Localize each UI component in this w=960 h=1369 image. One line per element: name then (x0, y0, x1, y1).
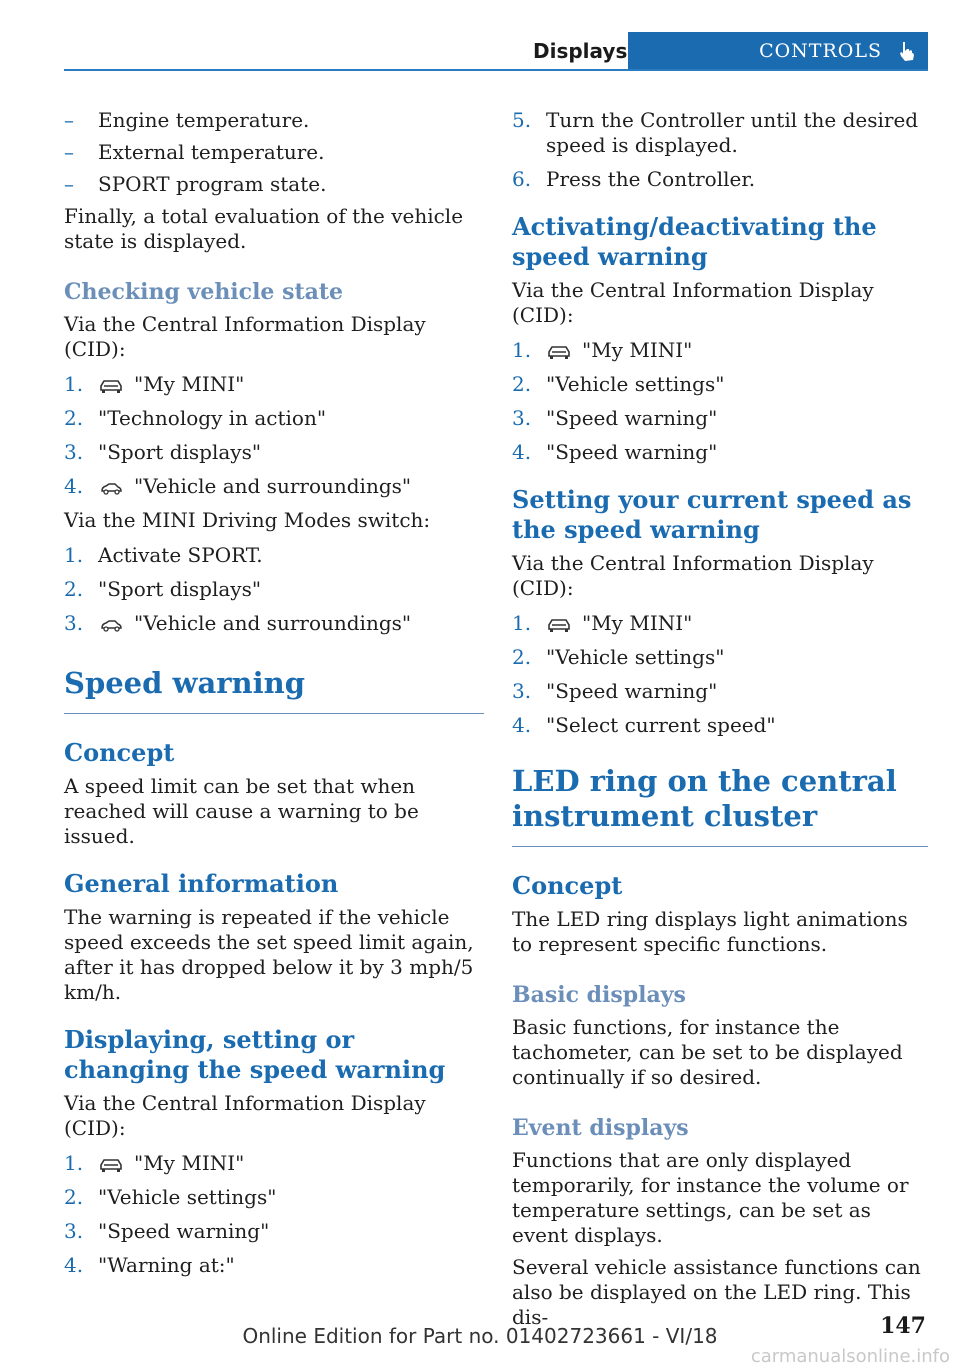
step-text: "Vehicle settings" (546, 645, 725, 669)
heading: Concept (64, 738, 175, 767)
list-item (64, 543, 484, 568)
step-number: 1. (64, 372, 84, 396)
header-chapter-tab (628, 32, 928, 70)
step-text: "Speed warning" (546, 440, 718, 464)
paragraph: Via the Central Information Display (CID): (512, 551, 874, 600)
step-text: "Vehicle and surroundings" (134, 611, 412, 635)
car-surroundings-icon (98, 480, 124, 496)
step-number: 6. (512, 167, 532, 191)
list-item (64, 372, 484, 397)
car-icon (546, 617, 572, 633)
subheading: Basic displays (512, 982, 686, 1008)
header-rule (64, 69, 928, 71)
page-number: 147 (880, 1313, 926, 1339)
paragraph: The LED ring displays light animations to represent specific functions. (512, 907, 908, 956)
list-item (512, 713, 928, 738)
list-item (512, 440, 928, 465)
heading: Displaying, setting or changing the speed warning (64, 1025, 446, 1084)
paragraph: The warning is repeated if the vehicle speed exceeds the set speed limit again, after it has dropped below it by 3 mph/5 km/h. (64, 905, 474, 1004)
paragraph: Basic functions, for instance the tachometer, can be set to be displayed continually if so desired. (512, 1015, 903, 1089)
paragraph: Via the Central Information Display (CID): (512, 278, 874, 327)
step-number: 1. (512, 611, 532, 635)
list-item (64, 108, 484, 133)
step-text: "My MINI" (582, 338, 693, 362)
step-text: "My MINI" (134, 1151, 245, 1175)
bullet-marker: – (64, 108, 74, 132)
section-title: LED ring on the central instrument cluster (512, 764, 897, 833)
bullet-text: Engine temperature. (98, 108, 310, 132)
step-number: 1. (64, 543, 84, 567)
step-number: 1. (64, 1151, 84, 1175)
step-text: "Vehicle settings" (546, 372, 725, 396)
list-item (64, 611, 484, 636)
paragraph: A speed limit can be set that when reached will cause a warning to be issued. (64, 774, 419, 848)
subheading: Event displays (512, 1115, 689, 1141)
step-number: 3. (512, 406, 532, 430)
car-surroundings-icon (98, 617, 124, 633)
paragraph: Via the Central Information Display (CID): (64, 1091, 426, 1140)
list-item (512, 372, 928, 397)
bullet-text: External temperature. (98, 140, 325, 164)
list-item (64, 474, 484, 499)
list-item (64, 172, 484, 197)
list-item (64, 140, 484, 165)
step-number: 2. (512, 372, 532, 396)
step-number: 3. (64, 1219, 84, 1243)
watermark: carmanualsonline.info (750, 1346, 950, 1367)
step-list (512, 108, 928, 192)
list-item (64, 406, 484, 431)
step-number: 2. (512, 645, 532, 669)
step-text: "Warning at:" (98, 1253, 235, 1277)
list-item (512, 108, 928, 158)
step-number: 3. (64, 611, 84, 635)
list-item (64, 1253, 484, 1278)
step-text: "Vehicle settings" (98, 1185, 277, 1209)
bullet-marker: – (64, 172, 74, 196)
step-number: 1. (512, 338, 532, 362)
list-item (64, 1185, 484, 1210)
hand-pointer-icon (896, 40, 916, 62)
section-title-wrap (512, 764, 928, 847)
section-title-wrap (64, 666, 484, 714)
step-text: Activate SPORT. (98, 543, 263, 567)
step-number: 3. (64, 440, 84, 464)
paragraph: Via the MINI Driving Modes switch: (64, 508, 431, 532)
list-item (64, 1219, 484, 1244)
list-item (512, 406, 928, 431)
page-footer (0, 1312, 960, 1367)
step-list (64, 372, 484, 499)
step-list (64, 1151, 484, 1278)
step-number: 3. (512, 679, 532, 703)
step-list (512, 611, 928, 738)
step-text: Turn the Controller until the desired speed is displayed. (546, 108, 919, 157)
edition-note: Online Edition for Part no. 01402723661 - VI/18 (242, 1324, 718, 1348)
list-item (512, 338, 928, 363)
step-number: 4. (64, 1253, 84, 1277)
left-column (64, 108, 484, 1287)
car-icon (98, 1157, 124, 1173)
step-number: 2. (64, 577, 84, 601)
step-text: "Speed warning" (546, 679, 718, 703)
step-text: "Technology in action" (98, 406, 327, 430)
list-item (64, 440, 484, 465)
step-list (512, 338, 928, 465)
step-text: "Speed warning" (546, 406, 718, 430)
step-number: 4. (512, 713, 532, 737)
step-number: 5. (512, 108, 532, 132)
header-section-title: Displays (533, 39, 628, 63)
list-item (512, 679, 928, 704)
step-text: "My MINI" (134, 372, 245, 396)
right-column (512, 108, 928, 1337)
step-text: "Sport displays" (98, 440, 262, 464)
list-item (64, 1151, 484, 1176)
step-text: "Speed warning" (98, 1219, 270, 1243)
step-number: 2. (64, 406, 84, 430)
list-item (64, 577, 484, 602)
subheading: Checking vehicle state (64, 279, 344, 305)
bullet-marker: – (64, 140, 74, 164)
step-text: "Vehicle and surroundings" (134, 474, 412, 498)
step-text: "Sport displays" (98, 577, 262, 601)
list-item (512, 645, 928, 670)
car-icon (98, 378, 124, 394)
bullet-text: SPORT program state. (98, 172, 327, 196)
heading: Concept (512, 871, 623, 900)
car-icon (546, 344, 572, 360)
list-item (512, 611, 928, 636)
step-text: "My MINI" (582, 611, 693, 635)
paragraph: Finally, a total evaluation of the vehicle state is displayed. (64, 204, 464, 253)
step-list (64, 543, 484, 636)
step-number: 4. (512, 440, 532, 464)
heading: Setting your current speed as the speed warning (512, 485, 912, 544)
header-chapter-title: CONTROLS (759, 39, 882, 62)
list-item (512, 167, 928, 192)
heading: Activating/deactivating the speed warning (512, 212, 877, 271)
paragraph: Functions that are only displayed temporarily, for instance the volume or temperature settings, can be set as event displays. (512, 1148, 909, 1247)
step-number: 4. (64, 474, 84, 498)
step-text: Press the Controller. (546, 167, 756, 191)
step-number: 2. (64, 1185, 84, 1209)
section-title: Speed warning (64, 666, 305, 700)
heading: General information (64, 869, 339, 898)
paragraph: Several vehicle assistance functions can also be displayed on the LED ring. This dis- (512, 1255, 921, 1329)
step-text: "Select current speed" (546, 713, 776, 737)
paragraph: Via the Central Information Display (CID): (64, 312, 426, 361)
